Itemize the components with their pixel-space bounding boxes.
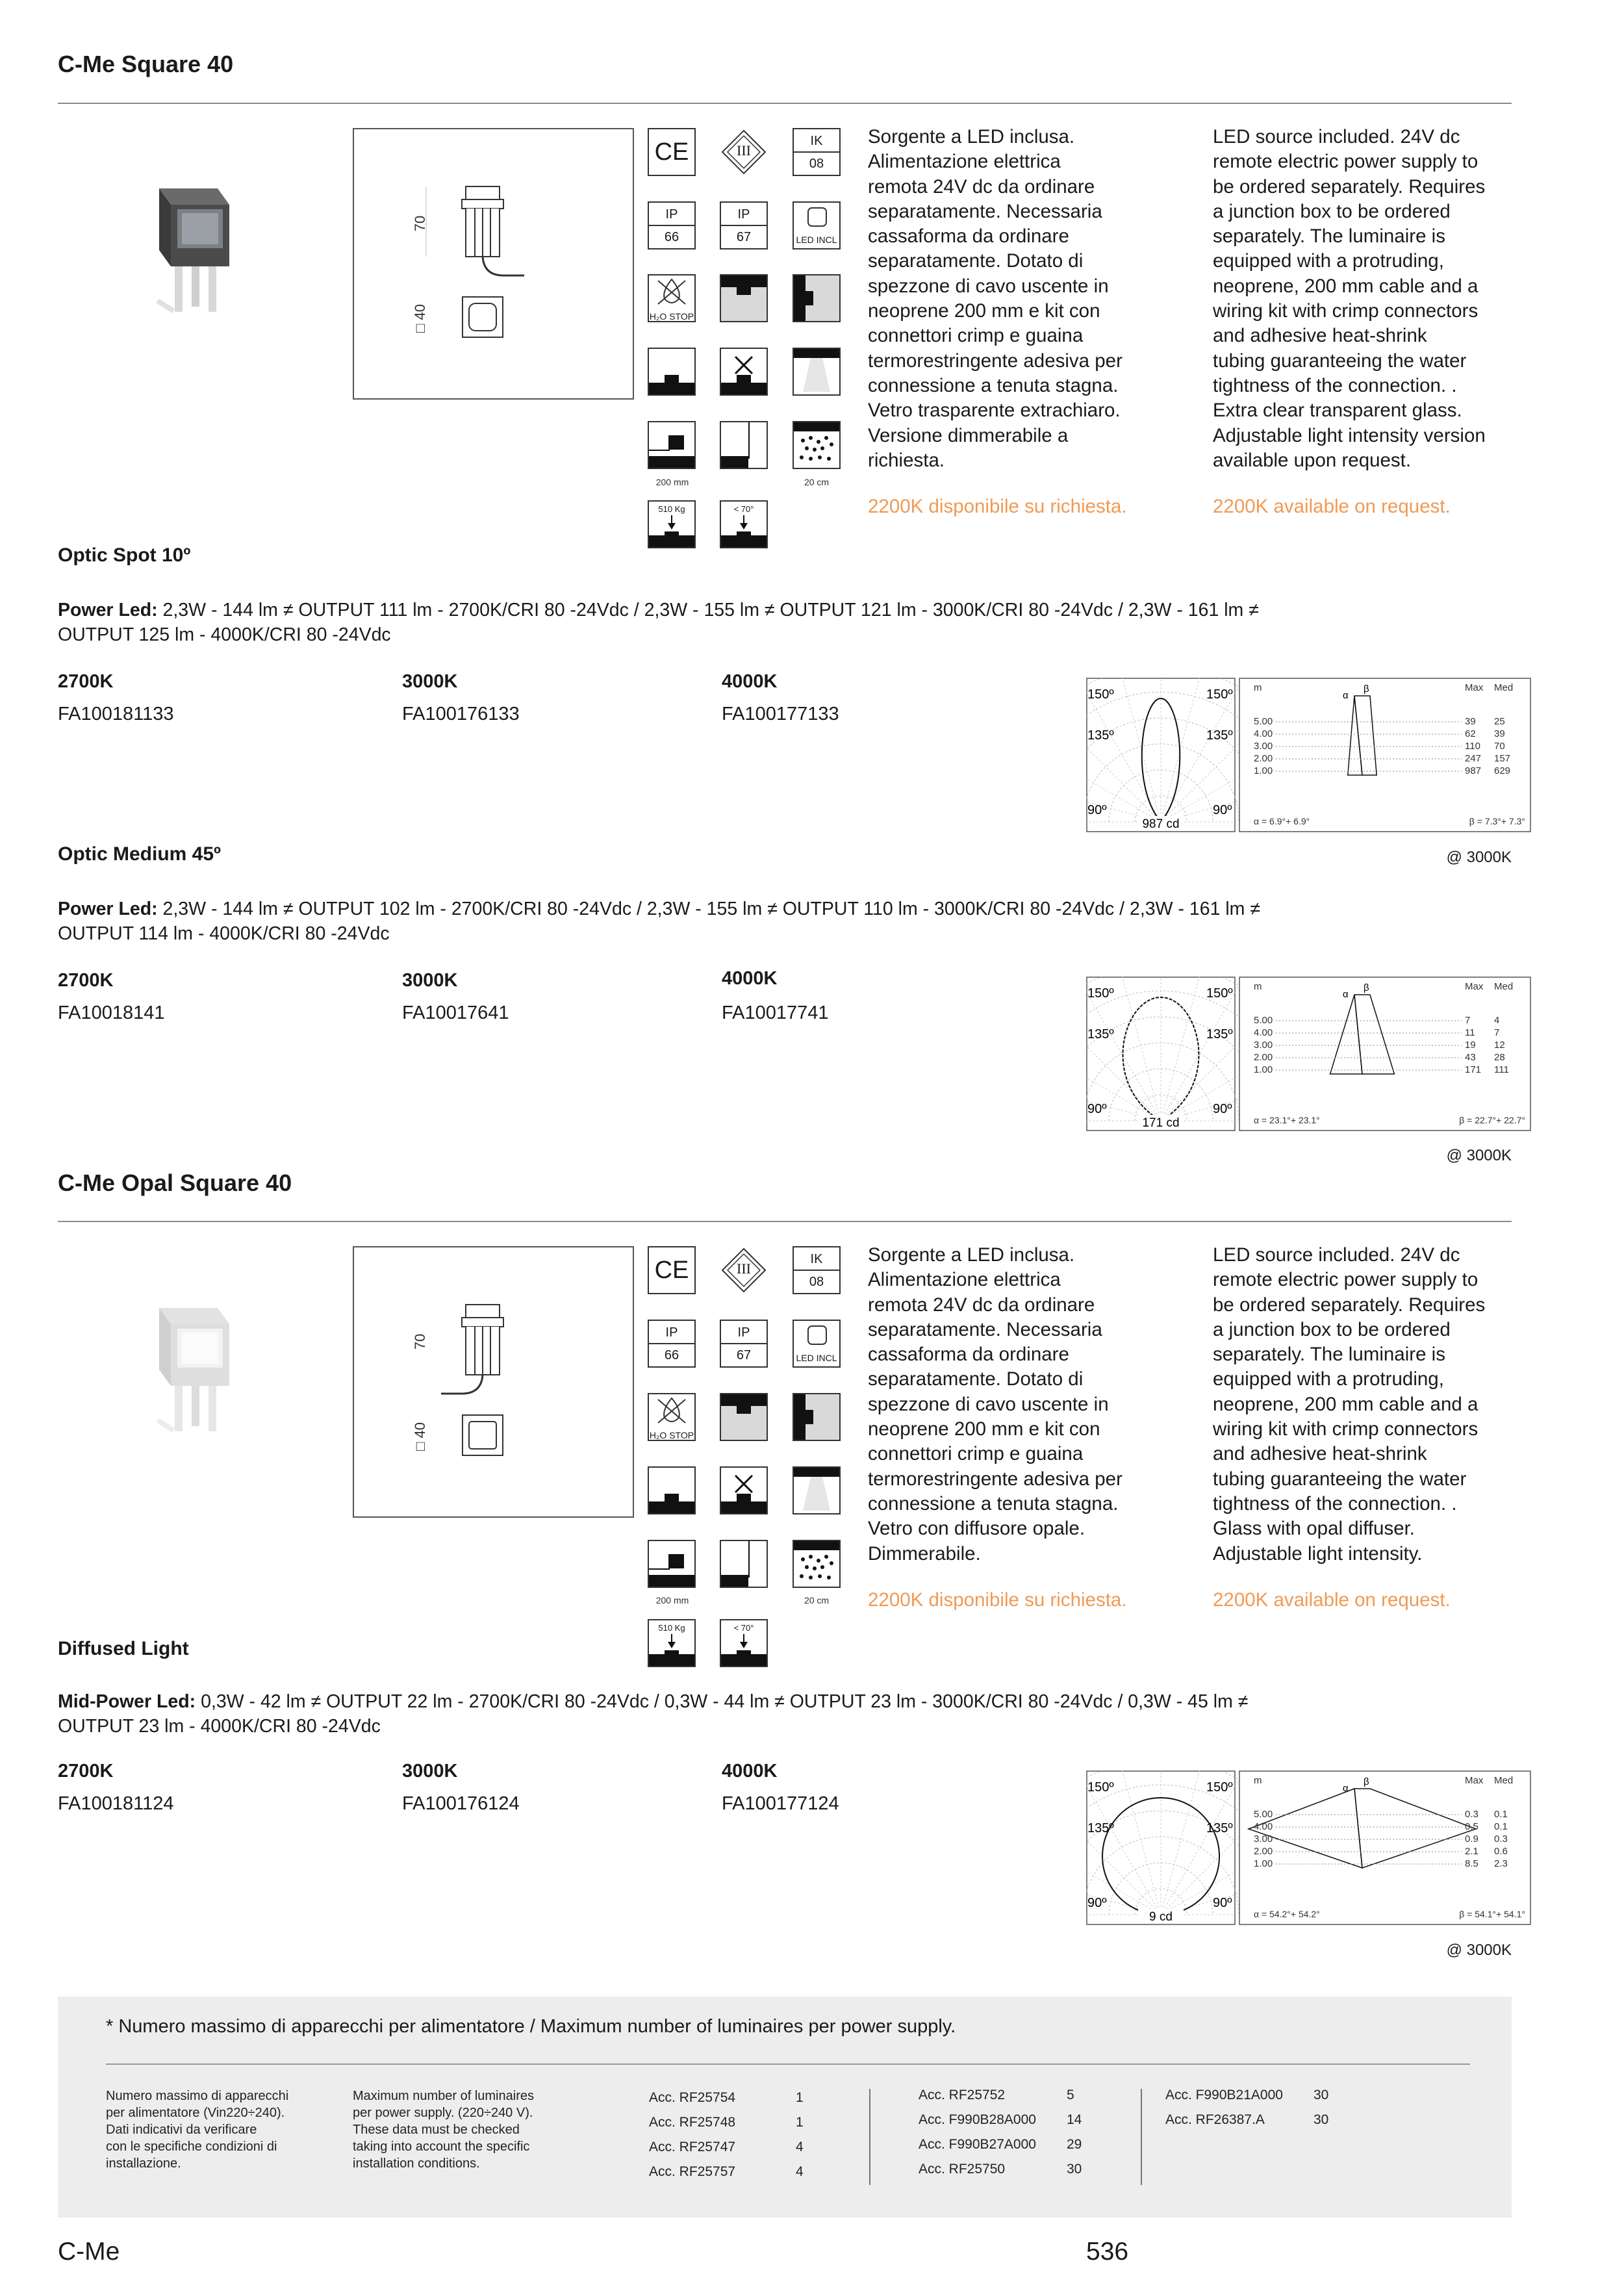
list-item: Acc. RF25752 5 <box>919 2088 1074 2102</box>
med-value: 70 <box>1494 741 1505 752</box>
peak-intensity-label: 987 cd <box>1142 817 1180 831</box>
ground-recessed-icon <box>648 348 696 396</box>
illuminance-frame <box>1239 678 1530 832</box>
med-value: 111 <box>1494 1064 1509 1075</box>
cable-exit-icon <box>720 421 768 469</box>
list-item: Acc. RF25750 30 <box>919 2162 1082 2177</box>
power-led-text: 0,3W - 42 lm ≠ OUTPUT 22 lm - 2700K/CRI 80 -24Vdc / 0,3W - 44 lm ≠ OUTPUT 23 lm - 3000K/CRI 80 -24Vdc / 0,3W - 45 lm ≠ <box>201 1691 1249 1712</box>
max-value: 0.9 <box>1465 1833 1478 1845</box>
med-value: 2.3 <box>1494 1858 1508 1869</box>
angle-label: 90º <box>1213 803 1232 817</box>
temp-4000k: 4000K <box>722 1761 778 1782</box>
angle-label: 90º <box>1087 803 1107 817</box>
angle-label: 150º <box>1206 687 1233 702</box>
ip67-icon: IP 67 <box>720 1320 768 1368</box>
meter-label: m <box>1254 1775 1262 1786</box>
max-value: 8.5 <box>1465 1858 1478 1869</box>
temperature-70-icon: < 70° <box>720 1619 768 1667</box>
wall-mount-icon <box>793 1393 841 1441</box>
temp-4000k: 4000K <box>722 968 778 989</box>
med-value: 0.6 <box>1494 1846 1508 1857</box>
angle-label: 135º <box>1206 728 1233 743</box>
max-value: 43 <box>1465 1052 1476 1063</box>
med-value: 12 <box>1494 1040 1505 1051</box>
accessory-column <box>1165 2088 1329 2137</box>
max-header: Max <box>1465 1775 1484 1786</box>
page-number: 536 <box>1086 2238 1129 2266</box>
note-italian: Numero massimo di apparecchi per alimentatore (Vin220÷240). Dati indicativi da verificare con le specifiche condizioni di installazione. <box>106 2089 289 2171</box>
distance-value: 1.00 <box>1254 1064 1273 1075</box>
dimension-width: □ 40 <box>411 1422 428 1451</box>
description-italian: Sorgente a LED inclusa. Alimentazione elettrica remota 24V dc da ordinare separatamente. Necessaria cassaforma da ordinare separatamente. Dotato di spezzone di cavo uscente in neoprene 200 mm e kit con connettori crimp e guaina termorestringente adesiva per connessione a tenuta stagna. Vetro trasparente extrachiaro. Versione dimmerabile a richiesta. <box>868 126 1123 471</box>
light-beam-icon <box>793 348 841 396</box>
med-value: 28 <box>1494 1052 1505 1063</box>
list-item: Acc. RF25754 1 <box>649 2090 804 2105</box>
accessory-column <box>919 2088 1082 2186</box>
product-code: FA100181124 <box>58 1793 174 1814</box>
temp-2700k: 2700K <box>58 970 114 991</box>
alpha-symbol: α <box>1343 989 1349 1000</box>
led-included-icon: LED INCL <box>793 1320 841 1368</box>
optic-title: Optic Spot 10º <box>58 544 191 566</box>
power-led-text-2: OUTPUT 114 lm - 4000K/CRI 80 -24Vdc <box>58 923 390 944</box>
ce-mark-icon: CE <box>648 1246 696 1294</box>
section-title: C-Me Square 40 <box>58 51 234 77</box>
divider <box>106 2063 1470 2065</box>
med-value: 4 <box>1494 1015 1500 1026</box>
beta-angle: β = 22.7°+ 22.7° <box>1459 1115 1525 1125</box>
technical-drawing <box>353 128 634 400</box>
distance-value: 3.00 <box>1254 741 1273 752</box>
angle-label: 135º <box>1087 728 1114 743</box>
dimension-height: 70 <box>412 215 429 232</box>
reference-temperature: @ 3000K <box>1446 849 1512 866</box>
alpha-angle: α = 54.2°+ 54.2° <box>1254 1909 1320 1919</box>
load-510kg-icon: 510 Kg <box>648 1619 696 1667</box>
distance-value: 1.00 <box>1254 765 1273 776</box>
product-photo <box>146 175 237 325</box>
max-value: 110 <box>1465 741 1480 752</box>
max-value: 19 <box>1465 1040 1476 1051</box>
max-header: Max <box>1465 981 1484 992</box>
gravel-base-icon <box>793 421 841 469</box>
cable-length-icon <box>648 1540 696 1588</box>
reference-temperature: @ 3000K <box>1446 1147 1512 1164</box>
distance-value: 4.00 <box>1254 1821 1273 1832</box>
ip66-icon: IP 66 <box>648 201 696 249</box>
med-value: 0.3 <box>1494 1833 1508 1845</box>
angle-label: 90º <box>1087 1102 1107 1116</box>
max-value: 987 <box>1465 765 1482 776</box>
list-item: Acc. RF25748 1 <box>649 2115 804 2130</box>
angle-label: 135º <box>1206 1821 1233 1835</box>
max-value: 2.1 <box>1465 1846 1478 1857</box>
max-value: 11 <box>1465 1027 1475 1038</box>
alpha-symbol: α <box>1343 1783 1349 1794</box>
product-code: FA10017641 <box>402 1003 509 1023</box>
angle-label: 135º <box>1087 1027 1114 1041</box>
med-header: Med <box>1494 682 1514 693</box>
distance-value: 4.00 <box>1254 728 1273 739</box>
angle-label: 150º <box>1206 986 1233 1001</box>
product-code: FA100176133 <box>402 704 520 724</box>
temp-3000k: 3000K <box>402 970 458 991</box>
led-included-icon: LED INCL <box>793 201 841 249</box>
temp-3000k: 3000K <box>402 1761 458 1782</box>
temp-2700k: 2700K <box>58 671 114 692</box>
max-value: 7 <box>1465 1015 1471 1026</box>
list-item: Acc. RF25757 4 <box>649 2164 804 2179</box>
med-value: 7 <box>1494 1027 1500 1038</box>
optic-title: Optic Medium 45º <box>58 843 222 865</box>
max-value: 0.5 <box>1465 1821 1478 1832</box>
distance-value: 4.00 <box>1254 1027 1273 1038</box>
distance-value: 3.00 <box>1254 1040 1273 1051</box>
med-value: 629 <box>1494 765 1511 776</box>
description-english: LED source included. 24V dc remote electric power supply to be ordered separately. Requires a junction box to be ordered separately. The luminaire is equipped with a protruding, neoprene, 200 mm cable and a wiring kit with crimp connectors and adhesive heat-shrink tubing guaranteeing the water tightness of the connection. . Extra clear transparent glass. Adjustable light intensity version available upon request. <box>1213 126 1486 471</box>
beta-symbol: β <box>1364 683 1369 695</box>
ik-rating-icon: IK 08 <box>793 1246 841 1294</box>
flush-mount-icon <box>720 274 768 322</box>
power-led-text-2: OUTPUT 23 lm - 4000K/CRI 80 -24Vdc <box>58 1716 381 1737</box>
power-supply-note: * Numero massimo di apparecchi per alimentatore / Maximum number of luminaires per power supply. <box>106 2016 956 2037</box>
list-item: Acc. RF25747 4 <box>649 2140 804 2154</box>
med-header: Med <box>1494 981 1514 992</box>
class-iii-icon: III <box>720 128 768 176</box>
med-value: 25 <box>1494 716 1505 727</box>
peak-intensity-label: 171 cd <box>1142 1116 1180 1130</box>
description-italian: Sorgente a LED inclusa. Alimentazione elettrica remota 24V dc da ordinare separatamente. Necessaria cassaforma da ordinare separatamente. Dotato di spezzone di cavo uscente in neoprene 200 mm e kit con connettori crimp e guaina termorestringente adesiva per connessione a tenuta stagna. Vetro con diffusore opale. Dimmerabile. <box>868 1244 1123 1565</box>
beta-angle: β = 7.3°+ 7.3° <box>1469 816 1525 826</box>
light-beam-icon <box>793 1466 841 1514</box>
peak-intensity-label: 9 cd <box>1149 1910 1173 1924</box>
angle-label: 150º <box>1206 1780 1233 1795</box>
depth-label: 20 cm <box>804 477 830 487</box>
max-value: 39 <box>1465 716 1476 727</box>
note-italian: 2200K disponibile su richiesta. <box>868 496 1127 517</box>
depth-label: 20 cm <box>804 1595 830 1605</box>
power-led-spec <box>58 1689 1512 1739</box>
max-value: 0.3 <box>1465 1809 1478 1820</box>
product-code: FA10017741 <box>722 1003 829 1023</box>
med-value: 157 <box>1494 753 1511 764</box>
product-code: FA100177133 <box>722 704 839 724</box>
med-header: Med <box>1494 1775 1514 1786</box>
wall-mount-icon <box>793 274 841 322</box>
no-drive-over-icon <box>720 1466 768 1514</box>
med-value: 39 <box>1494 728 1505 739</box>
reference-temperature: @ 3000K <box>1446 1941 1512 1959</box>
product-code: FA10018141 <box>58 1003 165 1023</box>
angle-label: 150º <box>1087 1780 1114 1795</box>
cable-exit-icon <box>720 1540 768 1588</box>
list-item: Acc. F990B21A000 30 <box>1165 2088 1329 2102</box>
note-english: 2200K available on request. <box>1213 1589 1451 1611</box>
distance-value: 2.00 <box>1254 1846 1273 1857</box>
divider <box>1141 2089 1142 2185</box>
med-value: 0.1 <box>1494 1821 1508 1832</box>
angle-label: 135º <box>1087 1821 1114 1835</box>
power-led-label: Power Led: <box>58 600 158 620</box>
product-code: FA100176124 <box>402 1793 520 1814</box>
power-led-text: 2,3W - 144 lm ≠ OUTPUT 111 lm - 2700K/CRI 80 -24Vdc / 2,3W - 155 lm ≠ OUTPUT 121 lm - 3000K/CRI 80 -24Vdc / 2,3W - 161 lm ≠ <box>162 600 1259 620</box>
power-led-text: 2,3W - 144 lm ≠ OUTPUT 102 lm - 2700K/CRI 80 -24Vdc / 2,3W - 155 lm ≠ OUTPUT 110 lm - 3000K/CRI 80 -24Vdc / 2,3W - 161 lm ≠ <box>162 899 1260 919</box>
note-italian: 2200K disponibile su richiesta. <box>868 1589 1127 1611</box>
brand-name: C-Me <box>58 2238 120 2266</box>
beta-symbol: β <box>1364 1776 1369 1787</box>
max-value: 171 <box>1465 1064 1482 1075</box>
max-header: Max <box>1465 682 1484 693</box>
distance-value: 2.00 <box>1254 1052 1273 1063</box>
ip67-icon: IP 67 <box>720 201 768 249</box>
alpha-symbol: α <box>1343 690 1349 701</box>
dimension-width: □ 40 <box>411 304 428 333</box>
h2o-stop-icon: H₂O STOP <box>648 1393 696 1441</box>
meter-label: m <box>1254 981 1262 992</box>
max-value: 62 <box>1465 728 1476 739</box>
alpha-angle: α = 23.1°+ 23.1° <box>1254 1115 1320 1125</box>
divider <box>869 2089 870 2185</box>
angle-label: 135º <box>1206 1027 1233 1041</box>
no-drive-over-icon <box>720 348 768 396</box>
med-value: 0.1 <box>1494 1809 1508 1820</box>
h2o-stop-icon: H₂O STOP <box>648 274 696 322</box>
distance-value: 5.00 <box>1254 1809 1273 1820</box>
divider <box>58 103 1512 104</box>
photometric-diagram <box>1086 1770 1532 1925</box>
photometric-diagram <box>1086 678 1532 832</box>
distance-value: 2.00 <box>1254 753 1273 764</box>
distance-value: 3.00 <box>1254 1833 1273 1845</box>
dimension-height: 70 <box>412 1333 429 1350</box>
list-item: Acc. F990B28A000 14 <box>919 2112 1082 2127</box>
ground-recessed-icon <box>648 1466 696 1514</box>
class-iii-icon: III <box>720 1246 768 1294</box>
angle-label: 150º <box>1087 687 1114 702</box>
technical-drawing <box>353 1246 634 1518</box>
note-english: 2200K available on request. <box>1213 496 1451 517</box>
cable-length-label: 200 mm <box>655 477 689 487</box>
product-code: FA100181133 <box>58 704 174 724</box>
load-510kg-icon: 510 Kg <box>648 500 696 548</box>
gravel-base-icon <box>793 1540 841 1588</box>
distance-value: 5.00 <box>1254 716 1273 727</box>
illuminance-frame <box>1239 977 1530 1131</box>
max-value: 247 <box>1465 753 1482 764</box>
beta-angle: β = 54.1°+ 54.1° <box>1459 1909 1525 1919</box>
power-led-spec <box>58 598 1512 647</box>
photometric-diagram <box>1086 977 1532 1131</box>
list-item: Acc. F990B27A000 29 <box>919 2137 1082 2152</box>
list-item: Acc. RF26387.A 30 <box>1165 2112 1329 2127</box>
distance-value: 5.00 <box>1254 1015 1273 1026</box>
note-english: Maximum number of luminaires per power supply. (220÷240 V). These data must be checked taking into account the specific installation conditions. <box>353 2089 534 2171</box>
optic-title: Diffused Light <box>58 1638 189 1659</box>
beta-symbol: β <box>1364 982 1369 993</box>
cable-length-icon <box>648 421 696 469</box>
ip66-icon: IP 66 <box>648 1320 696 1368</box>
angle-label: 90º <box>1087 1896 1107 1910</box>
section-title: C-Me Opal Square 40 <box>58 1169 292 1196</box>
power-led-label: Mid-Power Led: <box>58 1691 196 1712</box>
distance-value: 1.00 <box>1254 1858 1273 1869</box>
divider <box>58 1221 1512 1222</box>
angle-label: 90º <box>1213 1102 1232 1116</box>
temperature-70-icon: < 70° <box>720 500 768 548</box>
meter-label: m <box>1254 682 1262 693</box>
product-photo <box>146 1295 237 1444</box>
temp-4000k: 4000K <box>722 671 778 692</box>
product-code: FA100177124 <box>722 1793 839 1814</box>
angle-label: 90º <box>1213 1896 1232 1910</box>
power-led-spec <box>58 897 1512 946</box>
alpha-angle: α = 6.9°+ 6.9° <box>1254 816 1310 826</box>
description-english: LED source included. 24V dc remote electric power supply to be ordered separately. Requires a junction box to be ordered separately. The luminaire is equipped with a protruding, neoprene, 200 mm cable and a wiring kit with crimp connectors and adhesive heat-shrink tubing guaranteeing the water tightness of the connection. . Glass with opal diffuser. Adjustable light intensity. <box>1213 1244 1486 1565</box>
ce-mark-icon: CE <box>648 128 696 176</box>
accessory-column <box>649 2090 804 2189</box>
power-supply-box <box>58 1997 1512 2217</box>
cable-length-label: 200 mm <box>655 1595 689 1605</box>
angle-label: 150º <box>1087 986 1114 1001</box>
power-led-text-2: OUTPUT 125 lm - 4000K/CRI 80 -24Vdc <box>58 624 391 645</box>
power-led-label: Power Led: <box>58 899 158 919</box>
temp-3000k: 3000K <box>402 671 458 692</box>
flush-mount-icon <box>720 1393 768 1441</box>
temp-2700k: 2700K <box>58 1761 114 1782</box>
ik-rating-icon: IK 08 <box>793 128 841 176</box>
